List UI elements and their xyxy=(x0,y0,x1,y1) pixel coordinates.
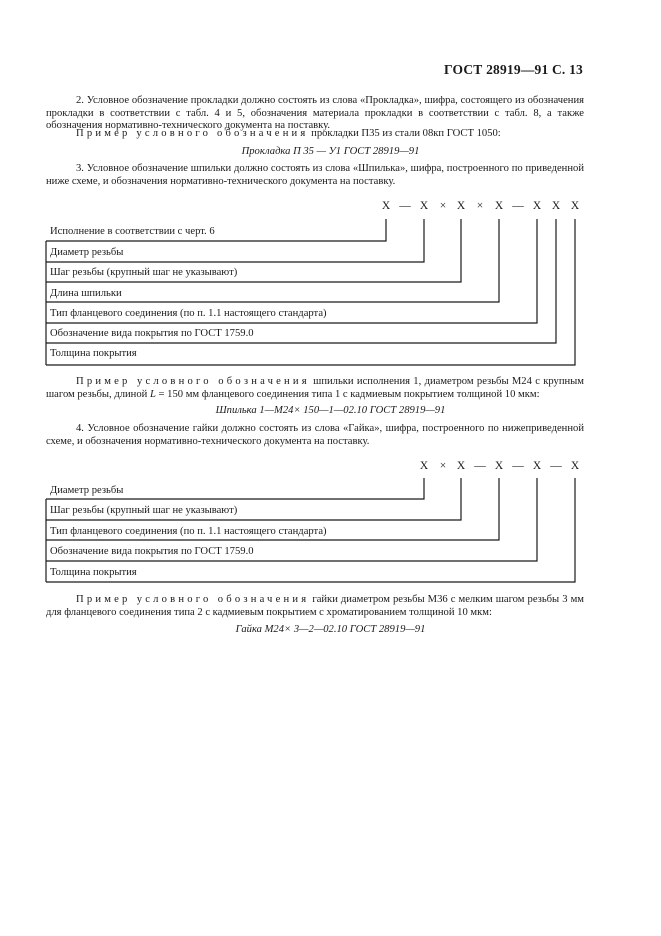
scheme-row-label: Шаг резьбы (крупный шаг не указывают) xyxy=(50,505,238,516)
scheme-row-label: Толщина покрытия xyxy=(50,567,137,578)
leader-line xyxy=(46,219,461,282)
scheme-symbol: — xyxy=(512,460,524,472)
example-2-designation: Шпилька 1—М24× 150—1—02.10 ГОСТ 28919—91 xyxy=(215,405,446,416)
scheme-symbol: × xyxy=(476,200,484,212)
example-lead: Пример условного обозначения xyxy=(76,594,310,605)
example-text: прокладки П35 из стали 08кп ГОСТ 1050: xyxy=(311,128,501,139)
scheme-symbol: X xyxy=(570,460,580,472)
leader-line xyxy=(46,478,424,499)
scheme-symbol: X xyxy=(419,460,429,472)
scheme-symbol: — xyxy=(550,460,562,472)
leader-line xyxy=(46,219,386,241)
scheme-row-label: Шаг резьбы (крупный шаг не указывают) xyxy=(50,267,238,278)
example-text: шпильки исполнения 1, диаметром резьбы М24 с крупным шагом резьбы, длиной xyxy=(46,376,584,400)
scheme-row-label: Обозначение вида покрытия по ГОСТ 1759.0 xyxy=(50,328,254,339)
scheme-symbol: X xyxy=(570,200,580,212)
scheme-symbol: — xyxy=(474,460,486,472)
scheme-row-label: Обозначение вида покрытия по ГОСТ 1759.0 xyxy=(50,546,254,557)
leader-line xyxy=(46,219,499,302)
leader-line xyxy=(46,478,499,540)
scheme-row-label: Диаметр резьбы xyxy=(50,485,124,496)
scheme-symbol: — xyxy=(512,200,524,212)
example-3-designation: Гайка М24× 3—2—02.10 ГОСТ 28919—91 xyxy=(235,624,426,635)
scheme-symbol: X xyxy=(456,200,466,212)
scheme-symbol: X xyxy=(551,200,561,212)
scheme-symbol: × xyxy=(439,460,447,472)
example-lead: Пример условного обозначения xyxy=(76,128,309,139)
paragraph-number: 2. xyxy=(76,95,84,106)
paragraph-text: Условное обозначение шпильки должно состоять из слова «Шпилька», шифра, построенного по приведенной ниже схеме, и обозначения нормативно-технического документа на поставку. xyxy=(46,163,584,187)
scheme-row-label: Диаметр резьбы xyxy=(50,247,124,258)
scheme-row-label: Тип фланцевого соединения (по п. 1.1 настоящего стандарта) xyxy=(50,308,327,319)
length-variable: L xyxy=(149,388,156,400)
example-1-designation: Прокладка П 35 — У1 ГОСТ 28919—91 xyxy=(241,146,420,157)
paragraph-number: 3. xyxy=(76,163,84,174)
scheme-row-label: Длина шпильки xyxy=(50,288,122,299)
scheme-symbol: X xyxy=(532,200,542,212)
leader-line xyxy=(46,219,556,343)
scheme-symbol: X xyxy=(532,460,542,472)
scheme-row-label: Исполнение в соответствии с черт. 6 xyxy=(50,226,215,237)
paragraph-number: 4. xyxy=(76,423,84,434)
leader-line xyxy=(46,219,537,323)
scheme-row-label: Тип фланцевого соединения (по п. 1.1 настоящего стандарта) xyxy=(50,526,327,537)
scheme-symbol: — xyxy=(399,200,411,212)
leader-line xyxy=(46,478,575,582)
scheme-symbol: X xyxy=(494,200,504,212)
scheme-symbol: X xyxy=(456,460,466,472)
scheme-symbol: X xyxy=(419,200,429,212)
scheme-symbol: × xyxy=(439,200,447,212)
example-lead: Пример условного обозначения xyxy=(76,376,310,387)
scheme-row-label: Толщина покрытия xyxy=(50,348,137,359)
example-text: гайки диаметром резьбы М36 с мелким шагом резьбы 3 мм для фланцевого соединения типа 2 с кадмиевым покрытием с хроматированием толщиной 10 мкм: xyxy=(46,594,584,618)
page-header: ГОСТ 28919—91 С. 13 xyxy=(444,62,583,77)
paragraph-text: Условное обозначение гайки должно состоять из слова «Гайка», шифра, построенного по нижеприведенной схеме, и обозначения нормативно-технического документа на поставку. xyxy=(46,423,584,447)
scheme-symbol: X xyxy=(494,460,504,472)
scheme-symbol: X xyxy=(381,200,391,212)
example-text: = 150 мм фланцевого соединения типа 1 с кадмиевым покрытием толщиной 10 мкм: xyxy=(158,388,540,400)
paragraph-text: Условное обозначение прокладки должно состоять из слова «Прокладка», шифра, состоящего из обозначения прокладки в соответствии с табл. 4 и 5, обозначения материала прокладки в соответствии с табл. 8, а также обозначения нормативно-технического документа на поставку. xyxy=(46,95,584,132)
